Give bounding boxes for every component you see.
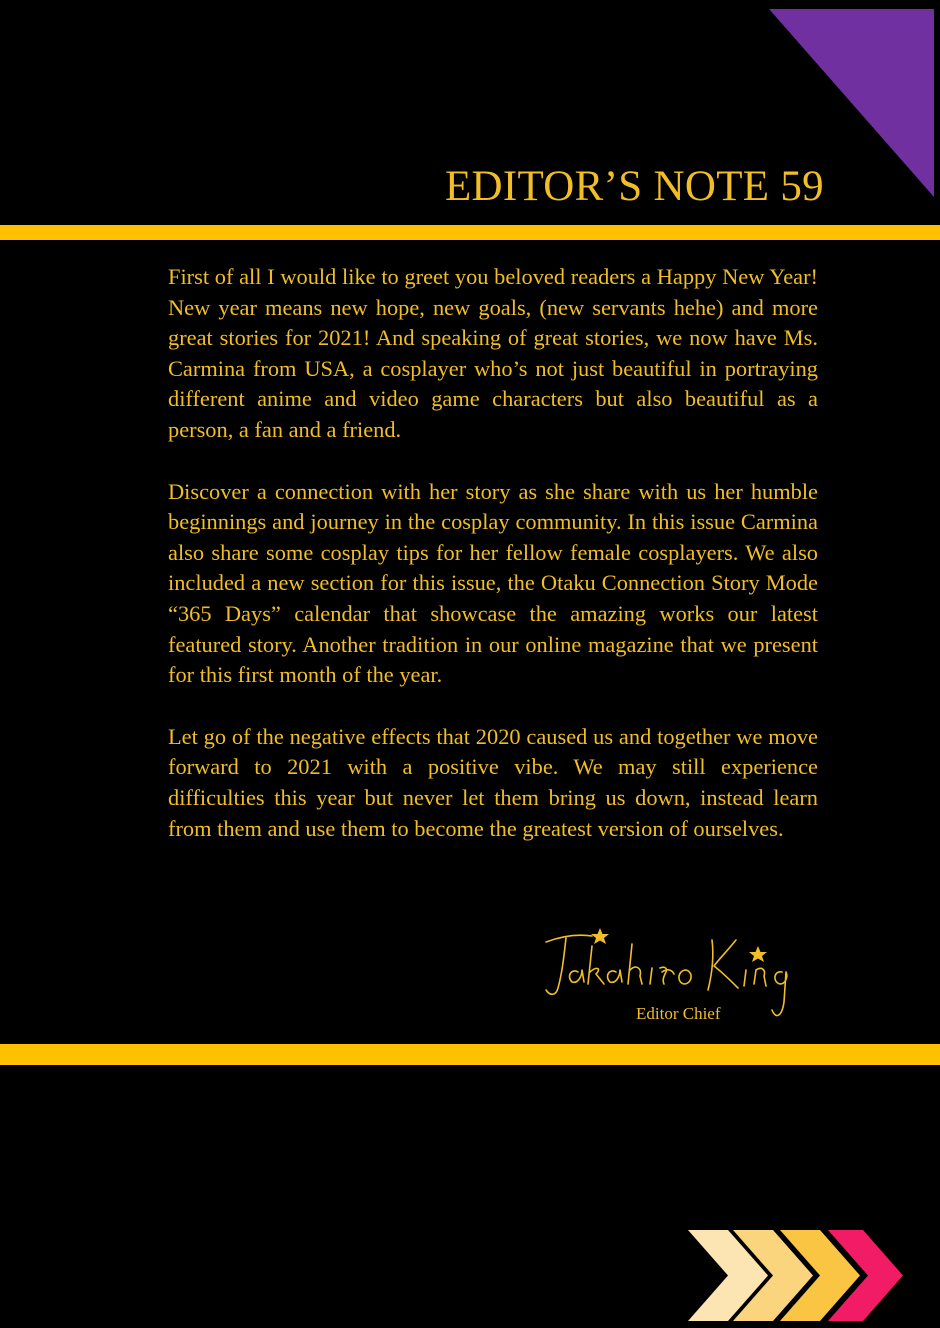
note-paragraph: Discover a connection with her story as she share with us her humble beginnings and journey in the cosplay community. In this issue Carmina also share some cosplay tips for her fellow female cosplayers. We also included a new section for this issue, the Otaku Connection Story Mode “365 Days” calendar that showcase the amazing works our latest featured story. Another tradition in our online magazine that we present for this first month of the year. bbox=[168, 478, 818, 688]
note-paragraph: Let go of the negative effects that 2020 caused us and together we move forward to 2021 with a positive vibe. We may still experience difficulties this year but never let them bring us down, instead learn from them and use them to become the greatest version of ourselves. bbox=[168, 723, 818, 841]
note-paragraph: First of all I would like to greet you beloved readers a Happy New Year! New year means new hope, new goals, (new servants hehe) and more great stories for 2021! And speaking of great stories, we now have Ms. Carmina from USA, a cosplayer who’s not just beautiful in portraying different anime and video game characters but also beautiful as a person, a fan and a friend. bbox=[168, 264, 818, 442]
editor-note-body bbox=[168, 262, 818, 875]
bottom-divider-bar bbox=[0, 1044, 940, 1065]
signature-role: Editor Chief bbox=[636, 1004, 721, 1023]
page-title: EDITOR’S NOTE 59 bbox=[444, 163, 824, 210]
chevron-arrows-icon bbox=[688, 1230, 903, 1321]
top-divider-bar bbox=[0, 225, 940, 240]
